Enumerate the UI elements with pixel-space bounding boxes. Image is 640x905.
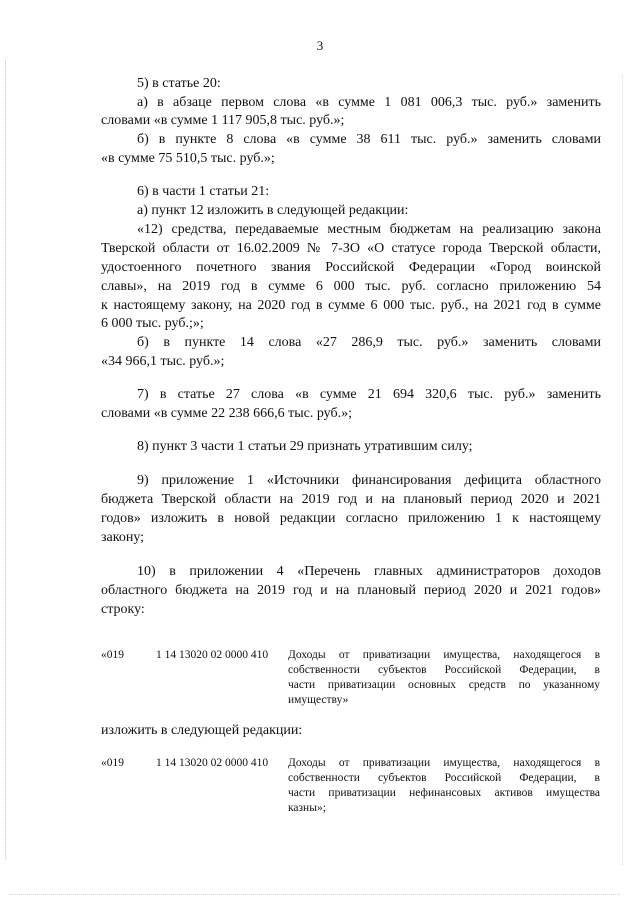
item-6b-line-1: б) в пункте 14 слова «27 286,9 тыс. руб.» заменить словами bbox=[137, 335, 601, 350]
item-5b-line-2: «в сумме 75 510,5 тыс. руб.»; bbox=[101, 151, 275, 166]
item-6a-quote-line-5: к настоящему закону, на 2020 год в сумме 6 000 тыс. руб., на 2021 год в сумме bbox=[101, 298, 601, 313]
old-row-text-line-2: собственности субъектов Российской Федерации, в bbox=[288, 664, 600, 676]
item-9-line-4: закону; bbox=[101, 530, 145, 545]
item-6a-quote-line-6: 6 000 тыс. руб.;»; bbox=[101, 316, 204, 331]
item-6a-quote-line-3: удостоенного почетного звания Российской Федерации «Город воинской bbox=[101, 260, 601, 275]
new-row-admin-code: «019 bbox=[101, 757, 124, 769]
item-10-line-3: строку: bbox=[101, 602, 145, 617]
item-5-heading: 5) в статье 20: bbox=[137, 76, 221, 91]
item-7-line-1: 7) в статье 27 слова «в сумме 21 694 320,6 тыс. руб.» заменить bbox=[137, 387, 601, 402]
item-10-line-1: 10) в приложении 4 «Перечень главных администраторов доходов bbox=[137, 564, 601, 579]
item-9-line-3: годов» изложить в новой редакции согласно приложению 1 к настоящему bbox=[101, 511, 601, 526]
old-row-text-line-3: части приватизации основных средств по указанному bbox=[288, 679, 600, 691]
item-8-line-1: 8) пункт 3 части 1 статьи 29 признать утратившим силу; bbox=[137, 439, 473, 454]
item-10-line-2: областного бюджета на 2019 год и на плановый период 2020 и 2021 годов» bbox=[101, 583, 601, 598]
new-row-text-line-1: Доходы от приватизации имущества, находящегося в bbox=[288, 757, 600, 769]
new-row-kbk: 1 14 13020 02 0000 410 bbox=[156, 757, 269, 769]
item-6-heading: 6) в части 1 статьи 21: bbox=[137, 184, 270, 199]
item-6a-quote-line-1: «12) средства, передаваемые местным бюджетам на реализацию закона bbox=[137, 222, 601, 237]
old-row-kbk: 1 14 13020 02 0000 410 bbox=[156, 649, 269, 661]
item-6a-quote-line-2: Тверской области от 16.02.2009 № 7-ЗО «О статусе города Тверской области, bbox=[101, 241, 601, 256]
scan-edge-right bbox=[622, 75, 624, 865]
old-row-admin-code: «019 bbox=[101, 649, 124, 661]
item-5b-line-1: б) в пункте 8 слова «в сумме 38 611 тыс. руб.» заменить словами bbox=[137, 132, 601, 147]
item-5a-line-2: словами «в сумме 1 117 905,8 тыс. руб.»; bbox=[101, 113, 345, 128]
new-row-text-line-4: казны»; bbox=[288, 802, 326, 814]
item-9-line-1: 9) приложение 1 «Источники финансирования дефицита областного bbox=[137, 473, 601, 488]
item-6b-line-2: «34 966,1 тыс. руб.»; bbox=[101, 354, 225, 369]
old-row-text-line-4: имуществу» bbox=[288, 694, 349, 706]
item-5a-line-1: а) в абзаце первом слова «в сумме 1 081 006,3 тыс. руб.» заменить bbox=[137, 95, 601, 110]
item-7-line-2: словами «в сумме 22 238 666,6 тыс. руб.»; bbox=[101, 406, 352, 421]
new-row-text-line-3: части приватизации нефинансовых активов имущества bbox=[288, 787, 600, 799]
item-6a-quote-line-4: славы», на 2019 год в сумме 6 000 тыс. руб. согласно приложению 54 bbox=[101, 279, 601, 294]
page-number: 3 bbox=[316, 38, 324, 53]
item-9-line-2: бюджета Тверской области на 2019 год и на плановый период 2020 и 2021 bbox=[101, 492, 601, 507]
scan-edge-bottom bbox=[10, 894, 620, 896]
new-row-text-line-2: собственности субъектов Российской Федерации, в bbox=[288, 772, 600, 784]
replace-with-label: изложить в следующей редакции: bbox=[101, 723, 303, 738]
item-6a-line-1: а) пункт 12 изложить в следующей редакции: bbox=[137, 203, 409, 218]
old-row-text-line-1: Доходы от приватизации имущества, находящегося в bbox=[288, 649, 600, 661]
scan-edge-left bbox=[5, 60, 7, 860]
